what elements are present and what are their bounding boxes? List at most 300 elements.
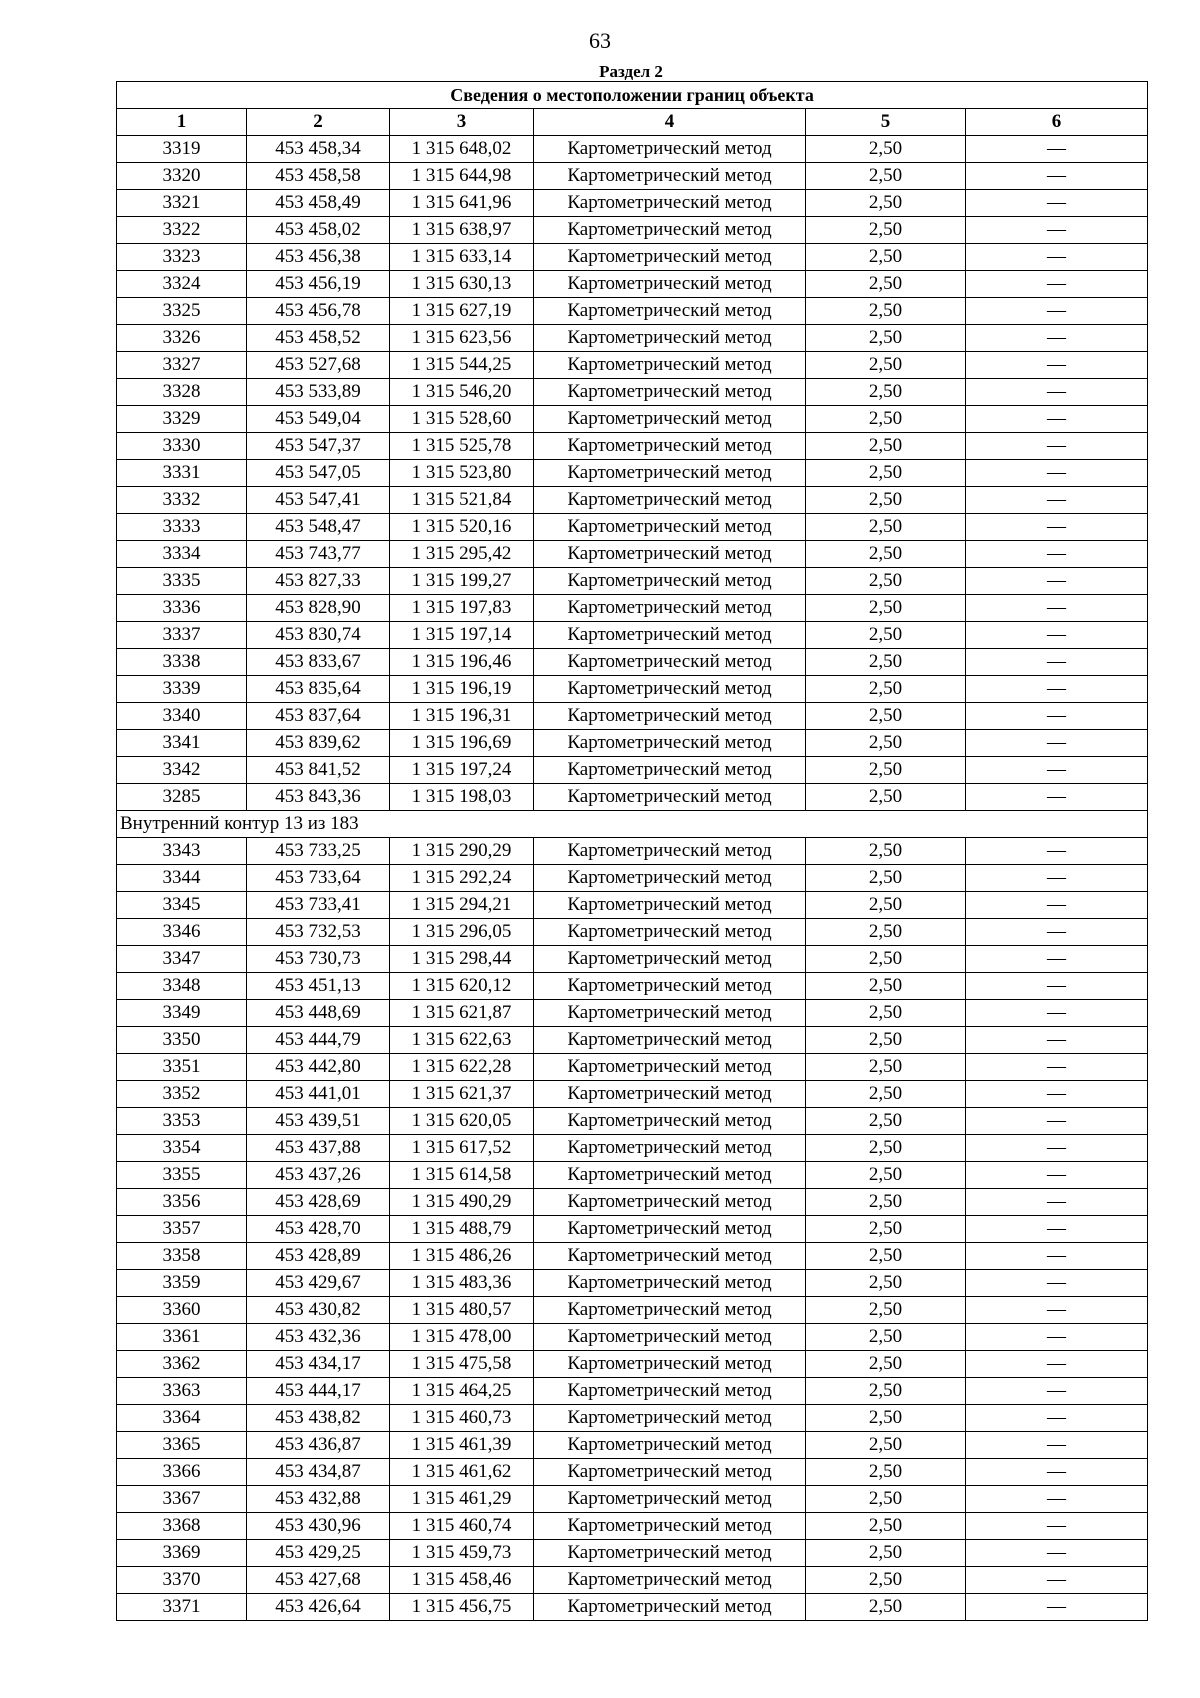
description-cell: — <box>966 703 1148 730</box>
point-number-cell: 3324 <box>117 271 247 298</box>
y-coordinate-cell: 1 315 525,78 <box>390 433 534 460</box>
description-cell: — <box>966 190 1148 217</box>
point-number-cell: 3352 <box>117 1081 247 1108</box>
description-cell: — <box>966 1513 1148 1540</box>
description-cell: — <box>966 649 1148 676</box>
accuracy-cell: 2,50 <box>806 1567 966 1594</box>
y-coordinate-cell: 1 315 644,98 <box>390 163 534 190</box>
point-number-cell: 3326 <box>117 325 247 352</box>
description-cell: — <box>966 730 1148 757</box>
accuracy-cell: 2,50 <box>806 1135 966 1162</box>
table-row <box>117 595 1148 622</box>
point-number-cell: 3370 <box>117 1567 247 1594</box>
point-number-cell: 3343 <box>117 838 247 865</box>
x-coordinate-cell: 453 733,25 <box>247 838 390 865</box>
x-coordinate-cell: 453 451,13 <box>247 973 390 1000</box>
accuracy-cell: 2,50 <box>806 1486 966 1513</box>
accuracy-cell: 2,50 <box>806 1216 966 1243</box>
x-coordinate-cell: 453 444,79 <box>247 1027 390 1054</box>
y-coordinate-cell: 1 315 623,56 <box>390 325 534 352</box>
description-cell: — <box>966 946 1148 973</box>
x-coordinate-cell: 453 733,41 <box>247 892 390 919</box>
method-cell: Картометрический метод <box>534 1459 806 1486</box>
table-row <box>117 703 1148 730</box>
y-coordinate-cell: 1 315 648,02 <box>390 136 534 163</box>
table-row <box>117 730 1148 757</box>
method-cell: Картометрический метод <box>534 622 806 649</box>
table-row <box>117 217 1148 244</box>
table-row <box>117 757 1148 784</box>
y-coordinate-cell: 1 315 641,96 <box>390 190 534 217</box>
accuracy-cell: 2,50 <box>806 1405 966 1432</box>
x-coordinate-cell: 453 437,26 <box>247 1162 390 1189</box>
x-coordinate-cell: 453 430,82 <box>247 1297 390 1324</box>
y-coordinate-cell: 1 315 298,44 <box>390 946 534 973</box>
point-number-cell: 3369 <box>117 1540 247 1567</box>
method-cell: Картометрический метод <box>534 433 806 460</box>
method-cell: Картометрический метод <box>534 1027 806 1054</box>
contour-label: Внутренний контур 13 из 183 <box>117 811 1148 838</box>
y-coordinate-cell: 1 315 197,24 <box>390 757 534 784</box>
method-cell: Картометрический метод <box>534 1243 806 1270</box>
y-coordinate-cell: 1 315 528,60 <box>390 406 534 433</box>
y-coordinate-cell: 1 315 614,58 <box>390 1162 534 1189</box>
point-number-cell: 3356 <box>117 1189 247 1216</box>
y-coordinate-cell: 1 315 199,27 <box>390 568 534 595</box>
accuracy-cell: 2,50 <box>806 514 966 541</box>
table-row <box>117 1459 1148 1486</box>
x-coordinate-cell: 453 456,78 <box>247 298 390 325</box>
description-cell: — <box>966 487 1148 514</box>
point-number-cell: 3342 <box>117 757 247 784</box>
accuracy-cell: 2,50 <box>806 163 966 190</box>
accuracy-cell: 2,50 <box>806 217 966 244</box>
y-coordinate-cell: 1 315 196,31 <box>390 703 534 730</box>
x-coordinate-cell: 453 533,89 <box>247 379 390 406</box>
x-coordinate-cell: 453 843,36 <box>247 784 390 811</box>
table-row <box>117 1054 1148 1081</box>
accuracy-cell: 2,50 <box>806 1513 966 1540</box>
x-coordinate-cell: 453 434,17 <box>247 1351 390 1378</box>
y-coordinate-cell: 1 315 488,79 <box>390 1216 534 1243</box>
x-coordinate-cell: 453 527,68 <box>247 352 390 379</box>
page-number: 63 <box>589 28 611 53</box>
method-cell: Картометрический метод <box>534 1108 806 1135</box>
point-number-cell: 3355 <box>117 1162 247 1189</box>
y-coordinate-cell: 1 315 464,25 <box>390 1378 534 1405</box>
y-coordinate-cell: 1 315 630,13 <box>390 271 534 298</box>
description-cell: — <box>966 433 1148 460</box>
accuracy-cell: 2,50 <box>806 730 966 757</box>
description-cell: — <box>966 892 1148 919</box>
method-cell: Картометрический метод <box>534 406 806 433</box>
method-cell: Картометрический метод <box>534 1486 806 1513</box>
x-coordinate-cell: 453 437,88 <box>247 1135 390 1162</box>
contour-label-row <box>117 811 1148 838</box>
accuracy-cell: 2,50 <box>806 865 966 892</box>
accuracy-cell: 2,50 <box>806 595 966 622</box>
description-cell: — <box>966 298 1148 325</box>
accuracy-cell: 2,50 <box>806 190 966 217</box>
method-cell: Картометрический метод <box>534 1081 806 1108</box>
description-cell: — <box>966 1405 1148 1432</box>
table-row <box>117 406 1148 433</box>
y-coordinate-cell: 1 315 197,83 <box>390 595 534 622</box>
x-coordinate-cell: 453 429,67 <box>247 1270 390 1297</box>
description-cell: — <box>966 406 1148 433</box>
x-coordinate-cell: 453 827,33 <box>247 568 390 595</box>
accuracy-cell: 2,50 <box>806 1432 966 1459</box>
x-coordinate-cell: 453 547,41 <box>247 487 390 514</box>
description-cell: — <box>966 1270 1148 1297</box>
table-row <box>117 190 1148 217</box>
table-row <box>117 1513 1148 1540</box>
method-cell: Картометрический метод <box>534 1378 806 1405</box>
accuracy-cell: 2,50 <box>806 1108 966 1135</box>
method-cell: Картометрический метод <box>534 163 806 190</box>
table-row <box>117 1189 1148 1216</box>
description-cell: — <box>966 1108 1148 1135</box>
x-coordinate-cell: 453 456,38 <box>247 244 390 271</box>
method-cell: Картометрический метод <box>534 703 806 730</box>
method-cell: Картометрический метод <box>534 919 806 946</box>
x-coordinate-cell: 453 444,17 <box>247 1378 390 1405</box>
x-coordinate-cell: 453 730,73 <box>247 946 390 973</box>
point-number-cell: 3328 <box>117 379 247 406</box>
point-number-cell: 3337 <box>117 622 247 649</box>
x-coordinate-cell: 453 430,96 <box>247 1513 390 1540</box>
x-coordinate-cell: 453 733,64 <box>247 865 390 892</box>
x-coordinate-cell: 453 434,87 <box>247 1459 390 1486</box>
description-cell: — <box>966 1486 1148 1513</box>
point-number-cell: 3348 <box>117 973 247 1000</box>
method-cell: Картометрический метод <box>534 298 806 325</box>
table-row <box>117 136 1148 163</box>
accuracy-cell: 2,50 <box>806 622 966 649</box>
accuracy-cell: 2,50 <box>806 379 966 406</box>
method-cell: Картометрический метод <box>534 730 806 757</box>
x-coordinate-cell: 453 429,25 <box>247 1540 390 1567</box>
x-coordinate-cell: 453 458,34 <box>247 136 390 163</box>
point-number-cell: 3371 <box>117 1594 247 1621</box>
x-coordinate-cell: 453 548,47 <box>247 514 390 541</box>
description-cell: — <box>966 1216 1148 1243</box>
description-cell: — <box>966 757 1148 784</box>
method-cell: Картометрический метод <box>534 568 806 595</box>
accuracy-cell: 2,50 <box>806 136 966 163</box>
point-number-cell: 3336 <box>117 595 247 622</box>
point-number-cell: 3327 <box>117 352 247 379</box>
table-row <box>117 433 1148 460</box>
table-row <box>117 838 1148 865</box>
point-number-cell: 3325 <box>117 298 247 325</box>
description-cell: — <box>966 1027 1148 1054</box>
table-row <box>117 1486 1148 1513</box>
x-coordinate-cell: 453 841,52 <box>247 757 390 784</box>
y-coordinate-cell: 1 315 620,05 <box>390 1108 534 1135</box>
point-number-cell: 3320 <box>117 163 247 190</box>
x-coordinate-cell: 453 438,82 <box>247 1405 390 1432</box>
table-row <box>117 1270 1148 1297</box>
table-row <box>117 460 1148 487</box>
accuracy-cell: 2,50 <box>806 1351 966 1378</box>
x-coordinate-cell: 453 743,77 <box>247 541 390 568</box>
y-coordinate-cell: 1 315 620,12 <box>390 973 534 1000</box>
method-cell: Картометрический метод <box>534 892 806 919</box>
y-coordinate-cell: 1 315 483,36 <box>390 1270 534 1297</box>
column-header: 5 <box>806 109 966 136</box>
accuracy-cell: 2,50 <box>806 1594 966 1621</box>
y-coordinate-cell: 1 315 486,26 <box>390 1243 534 1270</box>
point-number-cell: 3341 <box>117 730 247 757</box>
table-row <box>117 1027 1148 1054</box>
column-header: 4 <box>534 109 806 136</box>
x-coordinate-cell: 453 547,37 <box>247 433 390 460</box>
description-cell: — <box>966 271 1148 298</box>
point-number-cell: 3321 <box>117 190 247 217</box>
point-number-cell: 3333 <box>117 514 247 541</box>
point-number-cell: 3340 <box>117 703 247 730</box>
point-number-cell: 3347 <box>117 946 247 973</box>
description-cell: — <box>966 1567 1148 1594</box>
point-number-cell: 3367 <box>117 1486 247 1513</box>
point-number-cell: 3360 <box>117 1297 247 1324</box>
point-number-cell: 3322 <box>117 217 247 244</box>
description-cell: — <box>966 1432 1148 1459</box>
method-cell: Картометрический метод <box>534 1351 806 1378</box>
accuracy-cell: 2,50 <box>806 1270 966 1297</box>
accuracy-cell: 2,50 <box>806 568 966 595</box>
table-row <box>117 1081 1148 1108</box>
accuracy-cell: 2,50 <box>806 1054 966 1081</box>
method-cell: Картометрический метод <box>534 1189 806 1216</box>
y-coordinate-cell: 1 315 196,46 <box>390 649 534 676</box>
description-cell: — <box>966 838 1148 865</box>
accuracy-cell: 2,50 <box>806 838 966 865</box>
accuracy-cell: 2,50 <box>806 676 966 703</box>
y-coordinate-cell: 1 315 520,16 <box>390 514 534 541</box>
point-number-cell: 3329 <box>117 406 247 433</box>
x-coordinate-cell: 453 549,04 <box>247 406 390 433</box>
table-row <box>117 1000 1148 1027</box>
x-coordinate-cell: 453 439,51 <box>247 1108 390 1135</box>
method-cell: Картометрический метод <box>534 217 806 244</box>
y-coordinate-cell: 1 315 196,69 <box>390 730 534 757</box>
method-cell: Картометрический метод <box>534 1567 806 1594</box>
description-cell: — <box>966 379 1148 406</box>
x-coordinate-cell: 453 426,64 <box>247 1594 390 1621</box>
accuracy-cell: 2,50 <box>806 487 966 514</box>
method-cell: Картометрический метод <box>534 460 806 487</box>
x-coordinate-cell: 453 732,53 <box>247 919 390 946</box>
description-cell: — <box>966 676 1148 703</box>
point-number-cell: 3357 <box>117 1216 247 1243</box>
point-number-cell: 3366 <box>117 1459 247 1486</box>
table-row <box>117 1243 1148 1270</box>
table-row <box>117 1351 1148 1378</box>
point-number-cell: 3349 <box>117 1000 247 1027</box>
method-cell: Картометрический метод <box>534 973 806 1000</box>
table-row <box>117 379 1148 406</box>
method-cell: Картометрический метод <box>534 325 806 352</box>
accuracy-cell: 2,50 <box>806 406 966 433</box>
method-cell: Картометрический метод <box>534 1000 806 1027</box>
y-coordinate-cell: 1 315 544,25 <box>390 352 534 379</box>
accuracy-cell: 2,50 <box>806 352 966 379</box>
accuracy-cell: 2,50 <box>806 1459 966 1486</box>
method-cell: Картометрический метод <box>534 1135 806 1162</box>
y-coordinate-cell: 1 315 638,97 <box>390 217 534 244</box>
table-row <box>117 271 1148 298</box>
method-cell: Картометрический метод <box>534 352 806 379</box>
table-caption-row <box>117 82 1148 109</box>
table-row <box>117 1324 1148 1351</box>
description-cell: — <box>966 541 1148 568</box>
description-cell: — <box>966 514 1148 541</box>
table-row <box>117 973 1148 1000</box>
x-coordinate-cell: 453 448,69 <box>247 1000 390 1027</box>
description-cell: — <box>966 163 1148 190</box>
method-cell: Картометрический метод <box>534 1162 806 1189</box>
y-coordinate-cell: 1 315 461,39 <box>390 1432 534 1459</box>
accuracy-cell: 2,50 <box>806 703 966 730</box>
point-number-cell: 3323 <box>117 244 247 271</box>
accuracy-cell: 2,50 <box>806 271 966 298</box>
table-row <box>117 1432 1148 1459</box>
accuracy-cell: 2,50 <box>806 244 966 271</box>
method-cell: Картометрический метод <box>534 541 806 568</box>
x-coordinate-cell: 453 456,19 <box>247 271 390 298</box>
description-cell: — <box>966 1135 1148 1162</box>
table-row <box>117 352 1148 379</box>
method-cell: Картометрический метод <box>534 1594 806 1621</box>
point-number-cell: 3350 <box>117 1027 247 1054</box>
table-row <box>117 1135 1148 1162</box>
column-header: 2 <box>247 109 390 136</box>
point-number-cell: 3364 <box>117 1405 247 1432</box>
point-number-cell: 3319 <box>117 136 247 163</box>
description-cell: — <box>966 244 1148 271</box>
method-cell: Картометрический метод <box>534 1432 806 1459</box>
accuracy-cell: 2,50 <box>806 784 966 811</box>
accuracy-cell: 2,50 <box>806 433 966 460</box>
method-cell: Картометрический метод <box>534 244 806 271</box>
table-row <box>117 487 1148 514</box>
table-header-row <box>117 109 1148 136</box>
table-row <box>117 676 1148 703</box>
method-cell: Картометрический метод <box>534 190 806 217</box>
description-cell: — <box>966 1081 1148 1108</box>
y-coordinate-cell: 1 315 475,58 <box>390 1351 534 1378</box>
accuracy-cell: 2,50 <box>806 946 966 973</box>
y-coordinate-cell: 1 315 633,14 <box>390 244 534 271</box>
table-row <box>117 1405 1148 1432</box>
y-coordinate-cell: 1 315 459,73 <box>390 1540 534 1567</box>
description-cell: — <box>966 136 1148 163</box>
x-coordinate-cell: 453 442,80 <box>247 1054 390 1081</box>
description-cell: — <box>966 1054 1148 1081</box>
x-coordinate-cell: 453 458,02 <box>247 217 390 244</box>
x-coordinate-cell: 453 427,68 <box>247 1567 390 1594</box>
y-coordinate-cell: 1 315 622,63 <box>390 1027 534 1054</box>
accuracy-cell: 2,50 <box>806 1189 966 1216</box>
coordinates-table <box>116 81 1148 1621</box>
method-cell: Картометрический метод <box>534 1405 806 1432</box>
point-number-cell: 3335 <box>117 568 247 595</box>
table-row <box>117 1378 1148 1405</box>
accuracy-cell: 2,50 <box>806 1081 966 1108</box>
description-cell: — <box>966 1540 1148 1567</box>
x-coordinate-cell: 453 835,64 <box>247 676 390 703</box>
x-coordinate-cell: 453 428,70 <box>247 1216 390 1243</box>
x-coordinate-cell: 453 828,90 <box>247 595 390 622</box>
y-coordinate-cell: 1 315 456,75 <box>390 1594 534 1621</box>
method-cell: Картометрический метод <box>534 757 806 784</box>
y-coordinate-cell: 1 315 480,57 <box>390 1297 534 1324</box>
accuracy-cell: 2,50 <box>806 1243 966 1270</box>
x-coordinate-cell: 453 833,67 <box>247 649 390 676</box>
y-coordinate-cell: 1 315 546,20 <box>390 379 534 406</box>
description-cell: — <box>966 568 1148 595</box>
table-row <box>117 514 1148 541</box>
y-coordinate-cell: 1 315 478,00 <box>390 1324 534 1351</box>
accuracy-cell: 2,50 <box>806 1540 966 1567</box>
y-coordinate-cell: 1 315 461,62 <box>390 1459 534 1486</box>
point-number-cell: 3285 <box>117 784 247 811</box>
y-coordinate-cell: 1 315 621,37 <box>390 1081 534 1108</box>
point-number-cell: 3353 <box>117 1108 247 1135</box>
accuracy-cell: 2,50 <box>806 1297 966 1324</box>
accuracy-cell: 2,50 <box>806 325 966 352</box>
point-number-cell: 3332 <box>117 487 247 514</box>
x-coordinate-cell: 453 436,87 <box>247 1432 390 1459</box>
table-row <box>117 946 1148 973</box>
table-row <box>117 1567 1148 1594</box>
accuracy-cell: 2,50 <box>806 892 966 919</box>
y-coordinate-cell: 1 315 198,03 <box>390 784 534 811</box>
point-number-cell: 3338 <box>117 649 247 676</box>
point-number-cell: 3351 <box>117 1054 247 1081</box>
point-number-cell: 3362 <box>117 1351 247 1378</box>
method-cell: Картометрический метод <box>534 1270 806 1297</box>
table-row <box>117 163 1148 190</box>
description-cell: — <box>966 1297 1148 1324</box>
table-row <box>117 784 1148 811</box>
table-row <box>117 1594 1148 1621</box>
point-number-cell: 3330 <box>117 433 247 460</box>
x-coordinate-cell: 453 830,74 <box>247 622 390 649</box>
method-cell: Картометрический метод <box>534 271 806 298</box>
point-number-cell: 3359 <box>117 1270 247 1297</box>
table-row <box>117 622 1148 649</box>
x-coordinate-cell: 453 432,36 <box>247 1324 390 1351</box>
point-number-cell: 3363 <box>117 1378 247 1405</box>
x-coordinate-cell: 453 458,52 <box>247 325 390 352</box>
x-coordinate-cell: 453 428,69 <box>247 1189 390 1216</box>
point-number-cell: 3365 <box>117 1432 247 1459</box>
y-coordinate-cell: 1 315 196,19 <box>390 676 534 703</box>
method-cell: Картометрический метод <box>534 676 806 703</box>
y-coordinate-cell: 1 315 490,29 <box>390 1189 534 1216</box>
method-cell: Картометрический метод <box>534 514 806 541</box>
table-row <box>117 892 1148 919</box>
column-header: 3 <box>390 109 534 136</box>
y-coordinate-cell: 1 315 617,52 <box>390 1135 534 1162</box>
method-cell: Картометрический метод <box>534 1297 806 1324</box>
x-coordinate-cell: 453 432,88 <box>247 1486 390 1513</box>
description-cell: — <box>966 1459 1148 1486</box>
accuracy-cell: 2,50 <box>806 541 966 568</box>
